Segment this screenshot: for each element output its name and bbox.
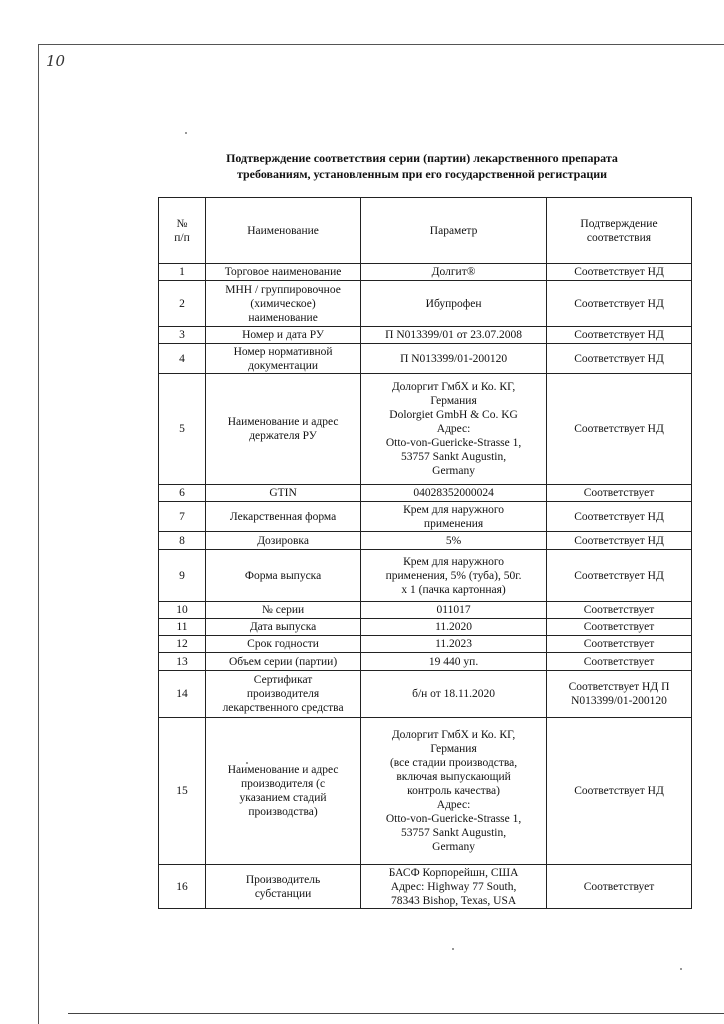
- table-row: [159, 602, 692, 619]
- cell-name: [205, 344, 360, 374]
- cell-line: Производитель: [245, 873, 321, 886]
- header-text: Подтверждение: [580, 217, 658, 230]
- cell-number: 7: [159, 502, 206, 532]
- cell-line: Германия: [430, 395, 477, 407]
- cell-parameter: [361, 653, 547, 671]
- cell-number: 14: [159, 671, 206, 718]
- table-body: [159, 264, 692, 909]
- cell-line: Крем для наружного: [403, 503, 505, 516]
- cell-number: 5: [159, 374, 206, 485]
- cell-line: Крем для наружного: [403, 555, 505, 568]
- cell-name: [205, 865, 360, 909]
- cell-line: включая выпускающий: [396, 771, 511, 783]
- table-row: [159, 264, 692, 281]
- cell-status: [546, 344, 691, 374]
- cell-line: Форма выпуска: [244, 569, 322, 582]
- cell-status: [546, 671, 691, 718]
- scan-speck: [680, 968, 682, 970]
- cell-number: 10: [159, 602, 206, 619]
- cell-line: № серии: [261, 604, 305, 616]
- table-row: [159, 281, 692, 327]
- cell-line: МНН / группировочное: [225, 283, 341, 296]
- cell-status: [546, 865, 691, 909]
- cell-line: N013399/01-200120: [571, 695, 667, 707]
- table-row: [159, 327, 692, 344]
- cell-line: держателя РУ: [249, 430, 317, 442]
- cell-line: 04028352000024: [413, 487, 494, 499]
- cell-line: Соответствует НД П: [568, 681, 670, 693]
- cell-line: Адрес: Highway 77 South,: [390, 880, 517, 893]
- cell-number: 4: [159, 344, 206, 374]
- cell-line: Долоргит ГмбХ и Ко. КГ,: [391, 381, 516, 393]
- header-text: №: [176, 217, 188, 230]
- cell-status: [546, 485, 691, 502]
- cell-line: Адрес:: [436, 423, 471, 435]
- cell-parameter: [361, 264, 547, 281]
- cell-parameter: [361, 619, 547, 636]
- cell-number: 9: [159, 550, 206, 602]
- cell-line: производства): [248, 806, 318, 818]
- cell-name: [205, 327, 360, 344]
- table-row: [159, 532, 692, 550]
- cell-parameter: [361, 281, 547, 327]
- table-row: [159, 344, 692, 374]
- cell-line: 53757 Sankt Augustin,: [401, 451, 507, 463]
- cell-line: Соответствует: [583, 880, 655, 893]
- page-border-left: [38, 44, 39, 1024]
- cell-line: Номер нормативной: [233, 345, 333, 358]
- cell-line: Торговое наименование: [224, 266, 342, 278]
- cell-name: [205, 602, 360, 619]
- cell-line: применения, 5% (туба), 50г.: [385, 569, 522, 582]
- cell-line: производителя: [246, 688, 320, 700]
- conformity-table: [158, 197, 692, 909]
- scan-speck: [246, 762, 248, 764]
- cell-line: Долгит®: [431, 266, 476, 278]
- cell-line: Срок годности: [247, 638, 319, 650]
- scan-speck: [185, 132, 187, 134]
- cell-status: [546, 327, 691, 344]
- cell-line: Объем серии (партии): [228, 655, 338, 668]
- cell-number: 3: [159, 327, 206, 344]
- table-row: [159, 653, 692, 671]
- handwritten-page-number: 10: [46, 52, 66, 70]
- header-parameter: Параметр: [361, 198, 547, 264]
- cell-name: [205, 653, 360, 671]
- table-row: [159, 636, 692, 653]
- cell-line: документации: [248, 359, 319, 372]
- cell-parameter: [361, 602, 547, 619]
- cell-status: [546, 550, 691, 602]
- cell-status: [546, 653, 691, 671]
- cell-status: [546, 532, 691, 550]
- cell-status: [546, 636, 691, 653]
- cell-parameter: [361, 718, 547, 865]
- cell-name: [205, 619, 360, 636]
- cell-name: [205, 264, 360, 281]
- cell-line: П N013399/01 от 23.07.2008: [385, 329, 522, 341]
- table-row: [159, 718, 692, 865]
- cell-parameter: [361, 344, 547, 374]
- cell-line: Соответствует НД: [574, 329, 664, 341]
- cell-name: [205, 636, 360, 653]
- cell-line: 5%: [445, 534, 462, 547]
- cell-parameter: [361, 374, 547, 485]
- cell-parameter: [361, 550, 547, 602]
- cell-line: Соответствует: [583, 487, 655, 499]
- cell-line: Otto-von-Guericke-Strasse 1,: [385, 813, 522, 825]
- scan-speck: [452, 948, 454, 950]
- cell-line: Соответствует НД: [574, 423, 664, 435]
- cell-line: Ибупрофен: [425, 297, 482, 310]
- header-number: [159, 198, 206, 264]
- cell-status: [546, 502, 691, 532]
- cell-name: [205, 532, 360, 550]
- cell-line: лекарственного средства: [222, 702, 344, 714]
- header-name: Наименование: [205, 198, 360, 264]
- cell-line: применения: [423, 517, 484, 530]
- table-row: [159, 550, 692, 602]
- cell-line: Наименование и адрес: [227, 416, 339, 428]
- cell-name: [205, 718, 360, 865]
- cell-parameter: [361, 671, 547, 718]
- cell-name: [205, 485, 360, 502]
- cell-line: наименование: [248, 311, 318, 324]
- cell-number: 16: [159, 865, 206, 909]
- cell-line: Соответствует НД: [574, 297, 664, 310]
- cell-line: 011017: [436, 604, 471, 616]
- cell-line: П N013399/01-200120: [400, 352, 508, 365]
- cell-line: Сертификат: [253, 674, 313, 686]
- cell-line: производителя (с: [241, 778, 326, 790]
- cell-line: Дата выпуска: [249, 621, 317, 633]
- cell-line: (химическое): [250, 297, 316, 310]
- cell-parameter: [361, 865, 547, 909]
- cell-line: 11.2023: [435, 638, 473, 650]
- header-text: соответствия: [586, 231, 652, 244]
- cell-line: Соответствует НД: [574, 569, 664, 582]
- cell-number: 6: [159, 485, 206, 502]
- cell-line: Долоргит ГмбХ и Ко. КГ,: [391, 729, 516, 741]
- cell-line: БАСФ Корпорейшн, США: [388, 866, 519, 879]
- cell-status: [546, 602, 691, 619]
- cell-parameter: [361, 636, 547, 653]
- cell-line: Адрес:: [436, 799, 471, 811]
- cell-line: 53757 Sankt Augustin,: [401, 827, 507, 839]
- cell-number: 11: [159, 619, 206, 636]
- cell-line: Соответствует НД: [574, 534, 664, 547]
- title-line: требованиям, установленным при его государственной регистрации: [236, 167, 608, 181]
- cell-parameter: [361, 502, 547, 532]
- cell-number: 2: [159, 281, 206, 327]
- table-row: [159, 865, 692, 909]
- cell-name: [205, 550, 360, 602]
- cell-parameter: [361, 327, 547, 344]
- cell-status: [546, 281, 691, 327]
- cell-status: [546, 374, 691, 485]
- table-row: [159, 619, 692, 636]
- cell-number: 12: [159, 636, 206, 653]
- cell-line: Наименование и адрес: [227, 764, 339, 776]
- cell-line: Лекарственная форма: [229, 510, 337, 523]
- header-text: п/п: [174, 231, 190, 244]
- cell-line: Dolorgiet GmbH & Co. KG: [389, 409, 518, 421]
- cell-number: 15: [159, 718, 206, 865]
- document-title: [140, 150, 704, 182]
- table-row: [159, 485, 692, 502]
- cell-line: Germany: [432, 841, 475, 853]
- cell-line: Соответствует НД: [574, 785, 664, 797]
- cell-line: Соответствует: [583, 638, 655, 650]
- cell-line: Otto-von-Guericke-Strasse 1,: [385, 437, 522, 449]
- cell-line: Соответствует НД: [574, 352, 664, 365]
- cell-line: (все стадии производства,: [389, 757, 518, 769]
- cell-name: [205, 502, 360, 532]
- cell-line: x 1 (пачка картонная): [401, 583, 506, 596]
- cell-line: 78343 Bishop, Texas, USA: [390, 894, 517, 907]
- table-header-row: [159, 198, 692, 264]
- cell-line: Соответствует НД: [574, 266, 664, 278]
- header-confirmation: [546, 198, 691, 264]
- cell-number: 1: [159, 264, 206, 281]
- cell-number: 13: [159, 653, 206, 671]
- cell-status: [546, 619, 691, 636]
- cell-line: Дозировка: [257, 534, 309, 547]
- cell-line: Соответствует: [583, 655, 655, 668]
- cell-line: 19 440 уп.: [428, 655, 479, 668]
- cell-line: указанием стадий: [239, 792, 327, 804]
- cell-line: Соответствует НД: [574, 510, 664, 523]
- cell-line: Соответствует: [583, 604, 655, 616]
- cell-line: GTIN: [269, 487, 297, 499]
- table-row: [159, 502, 692, 532]
- cell-line: б/н от 18.11.2020: [412, 688, 496, 700]
- cell-name: [205, 281, 360, 327]
- page-border-bottom: [68, 1013, 724, 1014]
- cell-line: субстанции: [254, 887, 312, 900]
- cell-parameter: [361, 532, 547, 550]
- cell-line: 11.2020: [435, 621, 473, 633]
- cell-status: [546, 718, 691, 865]
- title-line: Подтверждение соответствия серии (партии) лекарственного препарата: [226, 151, 618, 165]
- cell-parameter: [361, 485, 547, 502]
- cell-line: контроль качества): [407, 785, 500, 797]
- cell-line: Номер и дата РУ: [242, 329, 325, 341]
- page-border-top: [38, 44, 724, 45]
- cell-status: [546, 264, 691, 281]
- cell-name: [205, 374, 360, 485]
- cell-line: Германия: [430, 743, 477, 755]
- cell-name: [205, 671, 360, 718]
- cell-line: Germany: [432, 465, 475, 477]
- cell-number: 8: [159, 532, 206, 550]
- cell-line: Соответствует: [583, 621, 655, 633]
- table-row: [159, 671, 692, 718]
- table-row: [159, 374, 692, 485]
